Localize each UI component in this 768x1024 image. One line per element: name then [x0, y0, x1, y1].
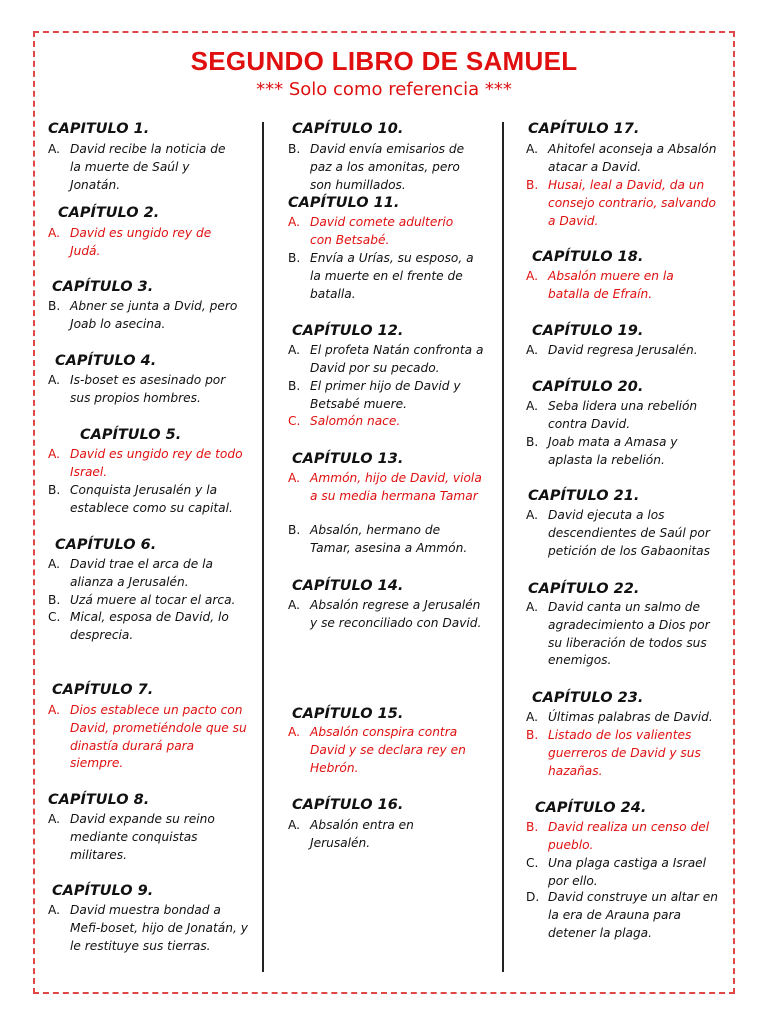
chapter-heading: CAPÍTULO 14. — [292, 578, 404, 594]
item-text: David construye un altar en la era de Arauna para detener la plaga. — [548, 890, 718, 940]
chapter-heading: CAPÍTULO 11. — [288, 195, 400, 211]
chapter-item — [288, 817, 438, 853]
chapter-heading: CAPÍTULO 17. — [528, 121, 640, 137]
chapter-heading: CAPÍTULO 20. — [532, 379, 644, 395]
item-letter: A. — [526, 399, 538, 413]
item-text: Envía a Urías, su esposo, a la muerte en el frente de batalla. — [310, 251, 474, 301]
chapter-item — [526, 268, 706, 304]
item-text: David envía emisarios de paz a los amonitas, pero son humillados. — [310, 142, 465, 192]
item-text: Joab mata a Amasa y aplasta la rebelión. — [548, 435, 678, 467]
item-text: Salomón nace. — [310, 414, 401, 428]
chapter-heading: CAPÍTULO 12. — [292, 323, 404, 339]
item-letter: B. — [526, 728, 539, 742]
item-text: Absalón muere en la batalla de Efraín. — [548, 269, 674, 301]
item-letter: A. — [526, 508, 538, 522]
chapter-heading: CAPÍTULO 15. — [292, 706, 404, 722]
chapter-item — [48, 482, 248, 518]
item-letter: A. — [48, 703, 60, 717]
item-letter: A. — [48, 142, 60, 156]
item-text: Husai, leal a David, da un consejo contrario, salvando a David. — [548, 178, 716, 228]
item-text: Ammón, hijo de David, viola a su media hermana Tamar — [310, 471, 482, 503]
chapter-item — [526, 141, 726, 177]
item-text: Absalón entra en Jerusalén. — [310, 818, 414, 850]
chapter-item — [526, 855, 721, 891]
item-text: David muestra bondad a Mefi-boset, hijo de Jonatán, y le restituye sus tierras. — [70, 903, 248, 953]
chapter-item — [288, 413, 488, 431]
chapter-item — [288, 250, 478, 303]
item-letter: A. — [526, 343, 538, 357]
item-text: Absalón regrese a Jerusalén y se reconciliado con David. — [310, 598, 482, 630]
chapter-item — [526, 727, 726, 780]
chapter-heading: CAPÍTULO 23. — [532, 690, 644, 706]
item-text: Ahitofel aconseja a Absalón atacar a David. — [548, 142, 717, 174]
chapter-item — [288, 597, 488, 633]
item-letter: C. — [288, 414, 301, 428]
chapter-item — [526, 709, 726, 727]
item-letter: A. — [526, 269, 538, 283]
chapter-heading: CAPÍTULO 2. — [58, 205, 160, 221]
item-letter: B. — [288, 142, 301, 156]
item-letter: A. — [288, 818, 300, 832]
item-text: Mical, esposa de David, lo desprecia. — [70, 610, 229, 642]
item-letter: B. — [288, 379, 301, 393]
item-letter: A. — [48, 903, 60, 917]
chapter-item — [48, 446, 248, 482]
chapter-heading: CAPÍTULO 18. — [532, 249, 644, 265]
item-letter: A. — [526, 600, 538, 614]
item-text: Dios establece un pacto con David, prometiéndole que su dinastía durará para siempre. — [70, 703, 247, 771]
chapter-item — [526, 819, 721, 855]
item-letter: A. — [48, 373, 60, 387]
chapter-heading: CAPÍTULO 19. — [532, 323, 644, 339]
item-letter: A. — [288, 343, 300, 357]
column-divider-2 — [502, 122, 504, 972]
item-letter: B. — [288, 523, 301, 537]
item-letter: A. — [48, 447, 60, 461]
item-text: Últimas palabras de David. — [548, 710, 713, 724]
chapter-item — [288, 141, 478, 194]
column-divider-1 — [262, 122, 264, 972]
chapter-item — [48, 556, 248, 592]
chapter-item — [288, 378, 488, 414]
page-title: SEGUNDO LIBRO DE SAMUEL — [190, 46, 578, 76]
item-text: David recibe la noticia de la muerte de Saúl y Jonatán. — [70, 142, 226, 192]
item-text: David canta un salmo de agradecimiento a Dios por su liberación de todos sus enemigos. — [548, 600, 710, 668]
chapter-item — [526, 398, 716, 434]
chapter-item — [48, 609, 248, 645]
chapter-item — [288, 724, 478, 777]
item-letter: C. — [526, 856, 539, 870]
item-text: David ejecuta a los descendientes de Saúl por petición de los Gabaonitas — [548, 508, 710, 558]
item-letter: B. — [526, 435, 539, 449]
chapter-item — [288, 522, 483, 558]
item-letter: A. — [526, 142, 538, 156]
chapter-heading: CAPÍTULO 3. — [52, 279, 154, 295]
item-text: David realiza un censo del pueblo. — [548, 820, 710, 852]
item-letter: B. — [288, 251, 301, 265]
item-letter: B. — [526, 178, 539, 192]
chapter-heading: CAPÍTULO 5. — [80, 427, 182, 443]
chapter-item — [526, 177, 726, 230]
item-letter: C. — [48, 610, 61, 624]
chapter-heading: CAPITULO 1. — [48, 121, 150, 137]
item-letter: A. — [48, 226, 60, 240]
item-letter: A. — [48, 812, 60, 826]
chapter-item — [526, 434, 716, 470]
item-text: Absalón, hermano de Tamar, asesina a Ammón. — [310, 523, 468, 555]
chapter-heading: CAPÍTULO 10. — [292, 121, 404, 137]
item-text: Abner se junta a Dvid, pero Joab lo asecina. — [70, 299, 238, 331]
chapter-item — [48, 702, 248, 773]
item-text: David trae el arca de la alianza a Jerusalén. — [70, 557, 213, 589]
chapter-heading: CAPÍTULO 24. — [535, 800, 647, 816]
chapter-heading: CAPÍTULO 6. — [55, 537, 157, 553]
item-letter: A. — [288, 471, 300, 485]
chapter-heading: CAPÍTULO 9. — [52, 883, 154, 899]
item-text: Absalón conspira contra David y se declara rey en Hebrón. — [310, 725, 466, 775]
chapter-item — [48, 372, 238, 408]
item-letter: A. — [288, 215, 300, 229]
item-text: El profeta Natán confronta a David por su pecado. — [310, 343, 484, 375]
item-text: Seba lidera una rebelión contra David. — [548, 399, 698, 431]
item-text: David comete adulterio con Betsabé. — [310, 215, 454, 247]
chapter-item — [48, 592, 248, 610]
chapter-heading: CAPÍTULO 7. — [52, 682, 154, 698]
chapter-heading: CAPÍTULO 8. — [48, 792, 150, 808]
item-text: David regresa Jerusalén. — [548, 343, 698, 357]
chapter-heading: CAPÍTULO 21. — [528, 488, 640, 504]
chapter-item — [526, 342, 726, 360]
chapter-heading: CAPÍTULO 4. — [55, 353, 157, 369]
item-letter: A. — [526, 710, 538, 724]
item-text: David es ungido rey de Judá. — [70, 226, 212, 258]
item-letter: D. — [526, 890, 540, 904]
chapter-item — [48, 902, 248, 955]
item-text: David expande su reino mediante conquistas militares. — [70, 812, 215, 862]
chapter-item — [48, 225, 228, 261]
chapter-item — [288, 470, 483, 506]
item-text: Is-boset es asesinado por sus propios hombres. — [70, 373, 226, 405]
item-letter: B. — [48, 483, 61, 497]
item-text: El primer hijo de David y Betsabé muere. — [310, 379, 461, 411]
chapter-item — [526, 599, 726, 670]
chapter-item — [526, 889, 721, 942]
item-text: David es ungido rey de todo Israel. — [70, 447, 243, 479]
chapter-item — [288, 342, 488, 378]
chapter-heading: CAPÍTULO 22. — [528, 581, 640, 597]
chapter-heading: CAPÍTULO 16. — [292, 797, 404, 813]
chapter-item — [288, 214, 478, 250]
item-text: Conquista Jerusalén y la establece como su capital. — [70, 483, 233, 515]
item-letter: B. — [526, 820, 539, 834]
item-letter: A. — [288, 598, 300, 612]
item-letter: B. — [48, 593, 61, 607]
page-subtitle: *** Solo como referencia *** — [256, 79, 512, 100]
item-letter: B. — [48, 299, 61, 313]
chapter-item — [48, 811, 228, 864]
item-letter: A. — [288, 725, 300, 739]
item-text: Listado de los valientes guerreros de David y sus hazañas. — [548, 728, 701, 778]
chapter-item — [48, 141, 238, 194]
chapter-heading: CAPÍTULO 13. — [292, 451, 404, 467]
chapter-item — [48, 298, 248, 334]
item-text: Una plaga castiga a Israel por ello. — [548, 856, 707, 888]
item-letter: A. — [48, 557, 60, 571]
item-text: Uzá muere al tocar el arca. — [70, 593, 236, 607]
chapter-item — [526, 507, 726, 560]
